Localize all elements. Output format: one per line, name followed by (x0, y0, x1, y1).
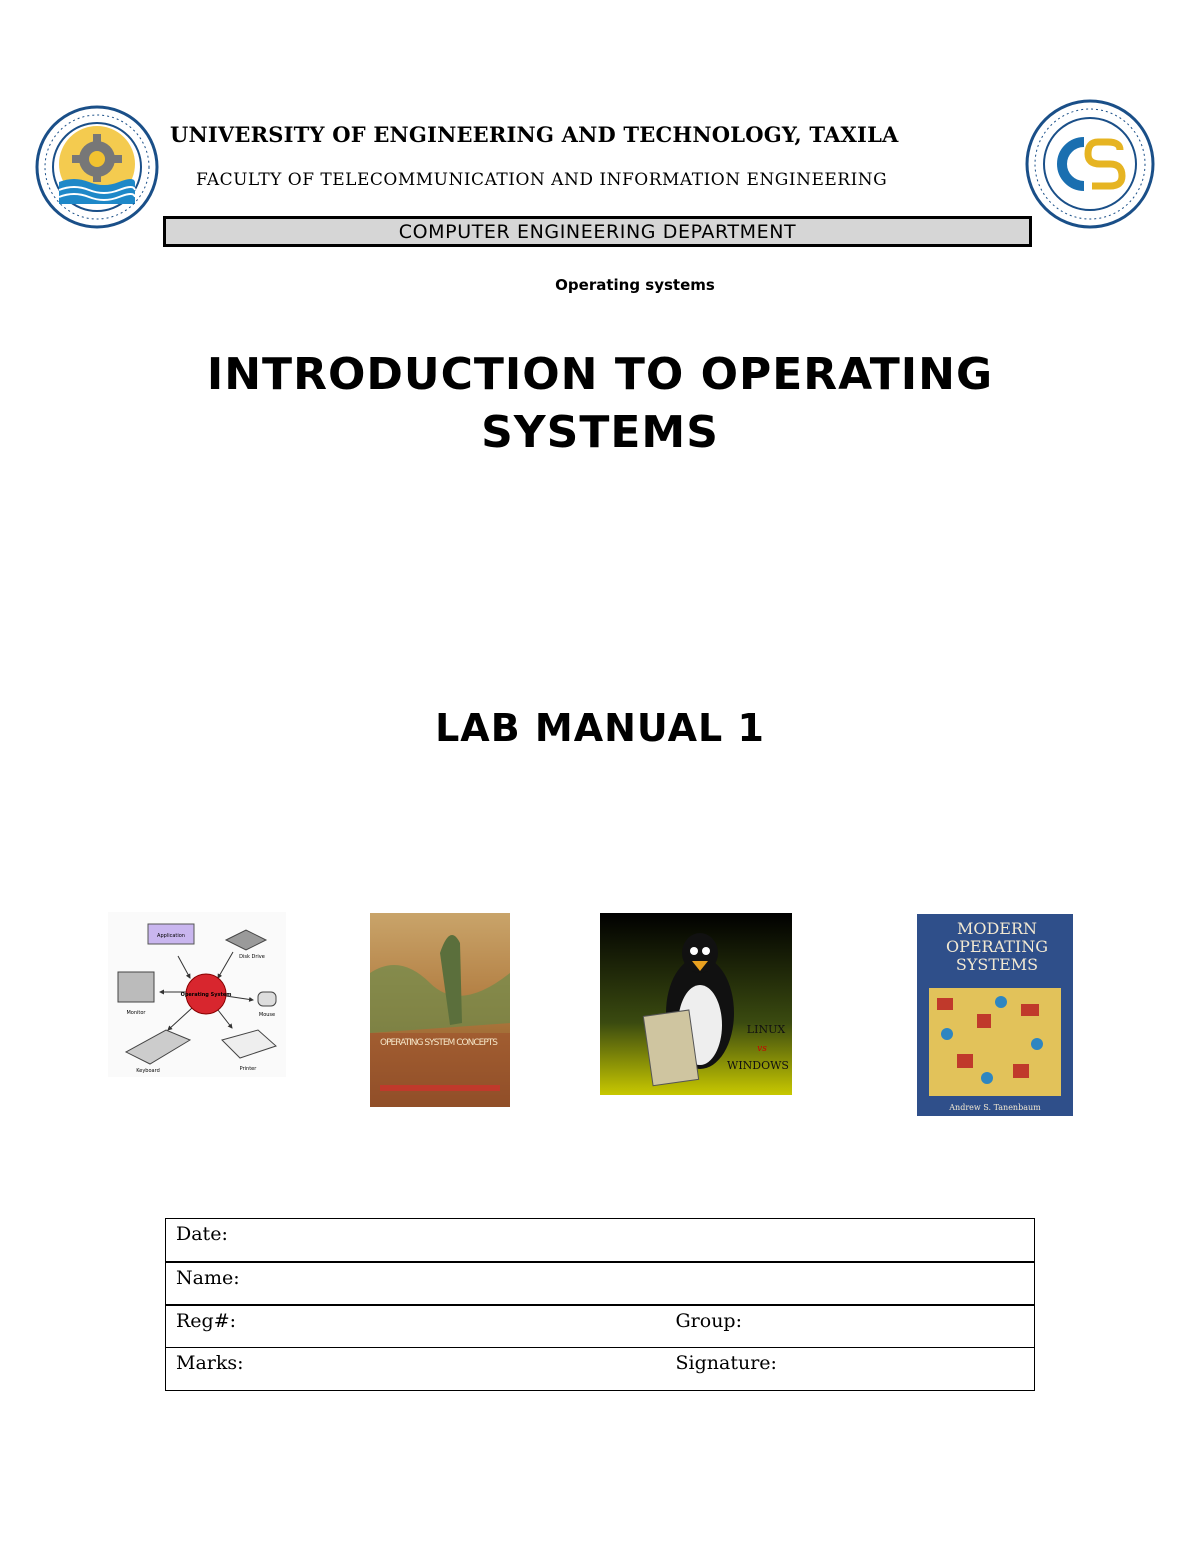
date-label: Date: (176, 1223, 228, 1245)
uet-taxila-seal-icon (34, 104, 160, 230)
title-line-1: INTRODUCTION TO OPERATING (206, 349, 994, 400)
modern-os-book-cover (917, 914, 1073, 1116)
signature-field[interactable] (666, 1348, 1035, 1391)
book1-title: OPERATING SYSTEM CONCEPTS (380, 1038, 500, 1048)
book2-line2: vs (757, 1044, 767, 1054)
book2-line1: LINUX (746, 1023, 786, 1036)
diagram-node-mouse: Mouse (258, 1012, 276, 1018)
diagram-node-application: Application (157, 933, 185, 939)
book3-line1: MODERN (956, 919, 1038, 938)
lab-manual-heading: LAB MANUAL 1 (435, 706, 765, 750)
title-line-2: SYSTEMS (481, 407, 719, 458)
department-name: COMPUTER ENGINEERING DEPARTMENT (398, 220, 797, 243)
cs-department-seal-icon (1024, 98, 1156, 230)
group-field[interactable] (666, 1305, 1035, 1348)
marks-field[interactable] (166, 1348, 666, 1391)
diagram-node-monitor: Monitor (126, 1010, 146, 1016)
reg-field[interactable] (166, 1305, 666, 1348)
course-name: Operating systems (555, 276, 715, 294)
linux-vs-windows-image (600, 913, 792, 1095)
book3-line2: OPERATING (945, 937, 1049, 956)
diagram-node-disk: Disk Drive (239, 954, 265, 960)
university-name: UNIVERSITY OF ENGINEERING AND TECHNOLOGY, TAXILA (170, 122, 899, 147)
group-label: Group: (675, 1309, 742, 1332)
department-banner (163, 216, 1032, 247)
reg-label: Reg#: (176, 1309, 237, 1332)
os-concepts-book-cover (370, 913, 510, 1107)
book2-line3: WINDOWS (727, 1059, 789, 1072)
document-title (100, 346, 1100, 462)
diagram-node-keyboard: Keyboard (136, 1068, 160, 1074)
date-field[interactable] (166, 1219, 1035, 1262)
marks-label: Marks: (176, 1352, 244, 1374)
faculty-name: FACULTY OF TELECOMMUNICATION AND INFORMATION ENGINEERING (196, 170, 888, 190)
book3-author: Andrew S. Tanenbaum (949, 1103, 1041, 1112)
book3-line3: SYSTEMS (955, 955, 1039, 974)
diagram-node-printer: Printer (239, 1066, 257, 1072)
signature-label: Signature: (675, 1352, 777, 1374)
diagram-center: Operating System (180, 992, 232, 998)
os-diagram-image (108, 912, 286, 1077)
name-label: Name: (176, 1266, 240, 1289)
student-info-table (165, 1218, 1035, 1391)
name-field[interactable] (166, 1262, 1035, 1305)
